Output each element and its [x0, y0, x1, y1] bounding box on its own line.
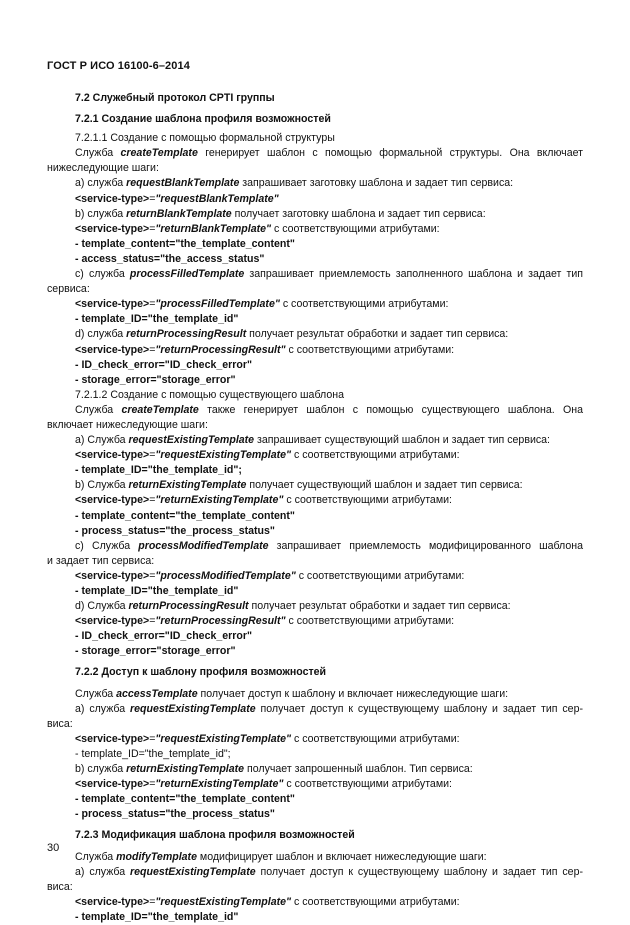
list-item: c) Служба processModifiedTemplate запрашивает приемлемость модифицированного шаблона — [75, 539, 583, 552]
list-item: а) служба requestExistingTemplate получает доступ к существующему шаблону и задает тип сер- — [75, 702, 583, 715]
list-item: d) служба returnProcessingResult получает результат обработки и задает тип сервиса: — [75, 328, 509, 341]
section-heading-7-2-1: 7.2.1 Создание шаблона профиля возможностей — [75, 113, 331, 126]
attribute-line: - process_status="the_process_status" — [75, 808, 275, 821]
service-type-line: <service-type>="requestExistingTemplate" с соответствующими атрибутами: — [75, 895, 460, 908]
document-header: ГОСТ Р ИСО 16100-6–2014 — [47, 60, 190, 72]
list-item: а) Служба requestExistingTemplate запрашивает существующий шаблон и задает тип сервиса: — [75, 434, 550, 447]
paragraph-line: Служба createTemplate также генерирует шаблон с помощью существующего шаблона. Она — [75, 403, 583, 416]
paragraph-line: виса: — [47, 717, 73, 730]
attribute-line: - process_status="the_process_status" — [75, 524, 275, 537]
service-type-line: <service-type>="requestBlankTemplate" — [75, 192, 279, 205]
paragraph-line: сервиса: — [47, 283, 90, 296]
paragraph-line: Служба accessTemplate получает доступ к шаблону и включает нижеследующие шаги: — [75, 687, 509, 700]
paragraph-line: включает нижеследующие шаги: — [47, 418, 208, 431]
attribute-line: - ID_check_error="ID_check_error" — [75, 630, 252, 643]
service-type-line: <service-type>="returnProcessingResult" с соответствующими атрибутами: — [75, 343, 455, 356]
service-type-line: <service-type>="returnBlankTemplate" с соответствующими атрибутами: — [75, 222, 440, 235]
attribute-line: - template_content="the_template_content" — [75, 509, 295, 522]
subsection-heading-7-2-1-2: 7.2.1.2 Создание с помощью существующего шаблона — [75, 388, 344, 401]
list-item: c) служба processFilledTemplate запрашивает приемлемость заполненного шаблона и задает тип — [75, 268, 583, 281]
paragraph-line: нижеследующие шаги: — [47, 162, 159, 175]
subsection-heading-7-2-1-1: 7.2.1.1 Создание с помощью формальной структуры — [75, 132, 335, 145]
service-type-line: <service-type>="requestExistingTemplate" с соответствующими атрибутами: — [75, 449, 460, 462]
service-type-line: <service-type>="returnProcessingResult" с соответствующими атрибутами: — [75, 615, 455, 628]
page-number: 30 — [47, 842, 60, 854]
paragraph-line: виса: — [47, 880, 73, 893]
list-item: b) Служба returnExistingTemplate получает существующий шаблон и задает тип сервиса: — [75, 479, 523, 492]
attribute-line: - template_ID="the_template_id" — [75, 585, 239, 597]
section-heading-7-2-2: 7.2.2 Доступ к шаблону профиля возможностей — [75, 666, 327, 679]
list-item: а) служба requestBlankTemplate запрашивает заготовку шаблона и задает тип сервиса: — [75, 177, 514, 190]
service-type-line: <service-type>="returnExistingTemplate" с соответствующими атрибутами: — [75, 778, 452, 791]
list-item: b) служба returnBlankTemplate получает заготовку шаблона и задает тип сервиса: — [75, 207, 486, 220]
section-heading-7-2-3: 7.2.3 Модификация шаблона профиля возможностей — [75, 829, 355, 842]
paragraph-line: и задает тип сервиса: — [47, 554, 155, 567]
service-type-line: <service-type>="returnExistingTemplate" с соответствующими атрибутами: — [75, 494, 452, 507]
list-item: d) Служба returnProcessingResult получает результат обработки и задает тип сервиса: — [75, 600, 511, 613]
attribute-line: - template_ID="the_template_id" — [75, 313, 239, 326]
attribute-line: - template_ID="the_template_id"; — [75, 747, 231, 760]
attribute-line: - access_status="the_access_status" — [75, 252, 265, 265]
section-heading-7-2: 7.2 Служебный протокол CPTI группы — [75, 92, 275, 104]
attribute-line: - template_ID="the_template_id" — [75, 910, 239, 923]
service-type-line: <service-type>="processModifiedTemplate" с соответствующими атрибутами: — [75, 569, 465, 582]
attribute-line: - template_ID="the_template_id"; — [75, 464, 242, 477]
paragraph-line: Служба modifyTemplate модифицирует шаблон и включает нижеследующие шаги: — [75, 850, 487, 863]
attribute-line: - ID_check_error="ID_check_error" — [75, 358, 252, 371]
document-body — [47, 91, 583, 925]
attribute-line: - template_content="the_template_content" — [75, 793, 295, 806]
attribute-line: - template_content="the_template_content" — [75, 237, 295, 250]
list-item: а) служба requestExistingTemplate получает доступ к существующему шаблону и задает тип сер- — [75, 865, 583, 878]
paragraph-line: Служба createTemplate генерирует шаблон с помощью формальной структуры. Она включает — [75, 147, 583, 160]
attribute-line: - storage_error="storage_error" — [75, 645, 236, 658]
service-type-line: <service-type>="processFilledTemplate" с соответствующими атрибутами: — [75, 298, 449, 311]
list-item: b) служба returnExistingTemplate получает запрошенный шаблон. Тип сервиса: — [75, 763, 473, 776]
service-type-line: <service-type>="requestExistingTemplate" с соответствующими атрибутами: — [75, 732, 460, 745]
attribute-line: - storage_error="storage_error" — [75, 373, 236, 386]
